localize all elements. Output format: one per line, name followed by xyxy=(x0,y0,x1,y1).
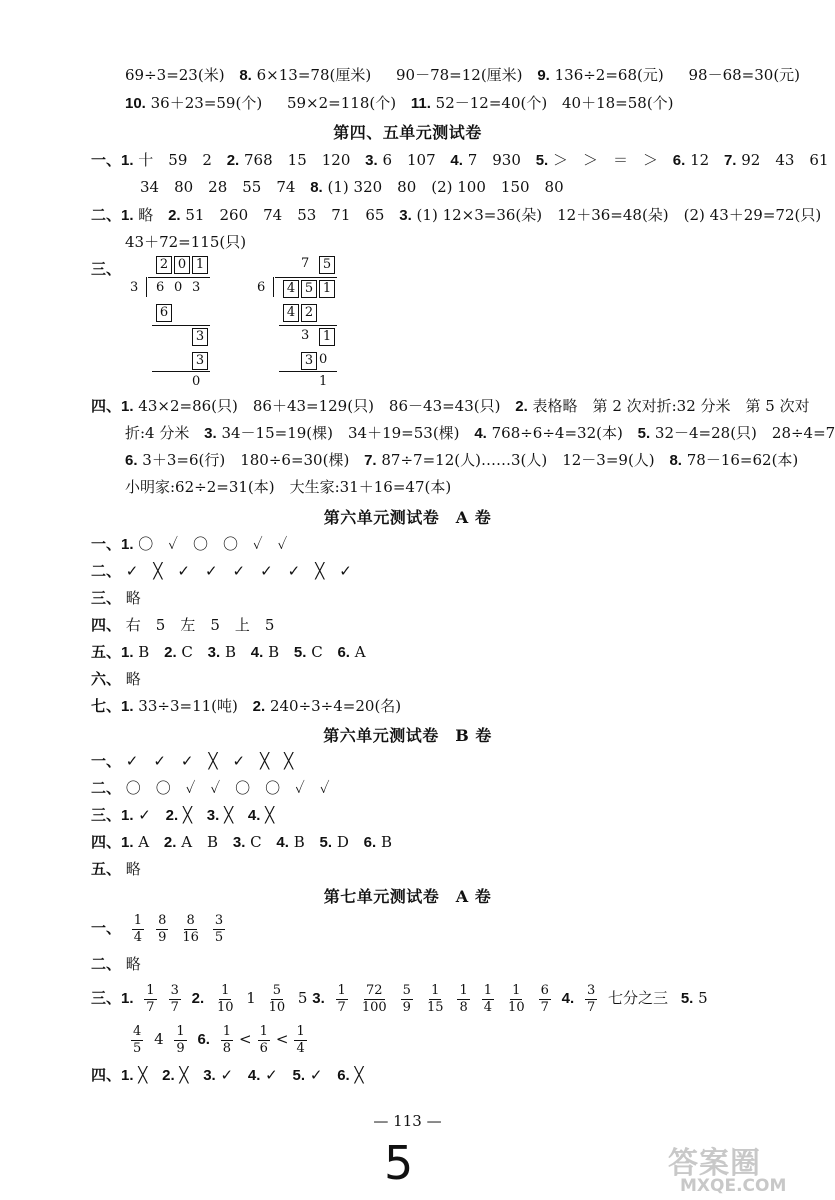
denominator: 9 xyxy=(402,999,411,1015)
dividend-digit: 5 xyxy=(301,280,317,298)
numerator: 1 xyxy=(176,1023,185,1039)
denominator: 10 xyxy=(508,999,525,1015)
numerator: 3 xyxy=(170,982,179,998)
s45-part-four-line-4: 小明家:62÷2=31(本) 大生家:31＋16=47(本) xyxy=(125,478,452,496)
product-digit: 3 xyxy=(301,352,317,370)
fraction xyxy=(174,1024,186,1057)
partial-digit: 3 xyxy=(301,328,310,343)
denominator: 100 xyxy=(361,999,387,1015)
fraction xyxy=(215,983,236,1016)
less-than-sign: < xyxy=(275,1030,289,1048)
long-division-2 xyxy=(245,256,355,389)
s45-part-one-line-1: 一、1. 十 59 2 2. 768 15 120 3. 6 107 4. 7 930 5. ＞ ＞ ＝ ＞ 6. 12 7. 92 43 61 xyxy=(91,151,829,169)
section-title-unit-6-b: 第六单元测试卷 B 卷 xyxy=(323,726,492,745)
s7a-q1-fractions xyxy=(138,982,187,1015)
numerator: 4 xyxy=(133,1023,142,1039)
fraction xyxy=(267,983,288,1016)
numerator: 1 xyxy=(221,982,230,998)
s6a-part-five: 五、1. B 2. C 3. B 4. B 5. C 6. A xyxy=(91,643,366,661)
divisor: 6 xyxy=(257,280,266,295)
section-title-unit-7-a: 第七单元测试卷 A 卷 xyxy=(323,887,492,906)
numerator: 5 xyxy=(402,982,411,998)
denominator: 15 xyxy=(426,999,444,1015)
answer-line-top-1: 69÷3=23(米) 8. 6×13=78(厘米) 90－78=12(厘米) 9. 136÷2=68(元) 98－68=30(元) xyxy=(125,66,801,84)
s7a-part-four: 四、1. ╳ 2. ╳ 3. ✓ 4. ✓ 5. ✓ 6. ╳ xyxy=(91,1066,364,1084)
subtraction-line xyxy=(279,371,337,372)
fraction xyxy=(585,983,597,1016)
denominator: 9 xyxy=(158,929,167,945)
watermark-logo: 答案圈 xyxy=(668,1146,761,1181)
less-than-sign: < xyxy=(239,1030,252,1048)
numerator: 72 xyxy=(365,982,383,998)
product-digit: 2 xyxy=(301,304,317,322)
fraction xyxy=(401,983,413,1016)
fraction xyxy=(156,913,168,946)
numerator: 1 xyxy=(459,982,468,998)
denominator: 8 xyxy=(222,1040,232,1056)
fraction xyxy=(294,1024,306,1057)
divisor: 3 xyxy=(130,280,139,295)
product-digit: 3 xyxy=(192,352,208,370)
denominator: 9 xyxy=(176,1040,185,1056)
s6a-part-three: 三、 略 xyxy=(91,589,141,607)
numerator: 1 xyxy=(483,982,493,998)
s6b-part-two: 二、 〇 〇 ✓ ✓ 〇 〇 ✓ ✓ xyxy=(91,779,330,797)
fraction xyxy=(506,983,527,1016)
denominator: 16 xyxy=(182,929,199,945)
denominator: 7 xyxy=(337,999,346,1015)
fraction xyxy=(169,983,181,1016)
denominator: 5 xyxy=(214,929,224,945)
quotient-digit: 7 xyxy=(301,256,310,271)
s45-part-two-line-1: 二、1. 略 2. 51 260 74 53 71 65 3. (1) 12×3=36(朵) 12＋36=48(朵) (2) 43＋29=72(只) xyxy=(91,206,822,224)
denominator: 4 xyxy=(133,929,143,945)
page-number: — 113 — xyxy=(373,1112,442,1130)
quotient-digit: 5 xyxy=(319,256,335,274)
s7a-part-one: 一、 $\frac{1}{4}$ $\frac{8}{9}$ $\frac{8}{16}$ $\frac{3}{5}$ xyxy=(91,910,231,947)
numerator: 1 xyxy=(259,1023,268,1039)
division-bracket xyxy=(273,277,274,297)
dividend-digit: 4 xyxy=(283,280,299,298)
s6a-part-six: 六、 略 xyxy=(91,670,141,688)
fraction xyxy=(258,1024,270,1057)
remainder: 1 xyxy=(319,374,328,389)
s45-part-three-label: 三、 xyxy=(91,261,122,278)
s7a-q3-fractions xyxy=(330,982,557,1015)
dividend-digit: 3 xyxy=(192,280,201,295)
watermark-url: MXQE.COM xyxy=(680,1176,787,1196)
s7a-q4-fraction xyxy=(579,982,603,1015)
s6b-part-four: 四、1. A 2. A B 3. C 4. B 5. D 6. B xyxy=(91,833,392,851)
dividend-digit: 0 xyxy=(174,280,183,295)
s6a-part-four: 四、 右 5 左 5 上 5 xyxy=(91,616,275,634)
numerator: 1 xyxy=(146,982,155,998)
s45-part-four-line-2: 折:4 分米 3. 34－15=19(棵) 34＋19=53(棵) 4. 768÷6÷4=32(本) 5. 32－4=28(只) 28÷4=7 xyxy=(125,424,835,442)
numerator: 3 xyxy=(586,982,596,998)
fraction xyxy=(221,1024,233,1057)
fraction xyxy=(336,983,348,1016)
fraction xyxy=(131,1024,143,1057)
s45-part-four-line-1: 四、1. 43×2=86(只) 86＋43=129(只) 86－43=43(只) 2. 表格略 第 2 次对折:32 分米 第 5 次对 xyxy=(91,397,810,415)
s6b-part-three: 三、1. ✓ 2. ╳ 3. ╳ 4. ╳ xyxy=(91,806,275,824)
product-digit: 4 xyxy=(283,304,299,322)
section-title-unit-6-a: 第六单元测试卷 A 卷 xyxy=(323,508,492,527)
numerator: 1 xyxy=(337,982,346,998)
section-title-unit-4-5: 第四、五单元测试卷 xyxy=(333,123,482,142)
product-digit: 0 xyxy=(319,352,328,367)
fraction xyxy=(539,983,551,1016)
fraction xyxy=(457,983,469,1016)
dividend-digit: 6 xyxy=(156,280,165,295)
subtraction-line xyxy=(279,325,337,326)
quotient-digit: 1 xyxy=(192,256,208,274)
quotient-digit: 0 xyxy=(174,256,190,274)
partial-digit: 3 xyxy=(192,328,208,346)
numerator: 6 xyxy=(540,982,549,998)
numerator: 1 xyxy=(512,982,521,998)
s7a-part-three-line-1: 三、1. $\frac{1}{7}$ $\frac{3}{7}$ 2. $\frac{1}{10}$ 1 $\frac{5}{10}$ 5 3. $\frac{1}{7}$ $\frac{72}{100}$ $\frac{5}{9}$ $\frac{1}{15}$ $\frac{1}{8}$ $\frac{1}{4}$ $\frac{1}{10}$ $\frac{6}{7}$ 4. $\frac{3}{7}$ 七分之三 5. 5 xyxy=(91,982,708,1015)
s7a-part-two: 二、 略 xyxy=(91,955,141,973)
numerator: 5 xyxy=(272,982,281,998)
denominator: 6 xyxy=(259,1040,268,1056)
remainder: 0 xyxy=(192,374,201,389)
denominator: 7 xyxy=(170,999,179,1015)
denominator: 8 xyxy=(459,999,468,1015)
s45-part-four-line-3: 6. 3＋3=6(行) 180÷6=30(棵) 7. 87÷7=12(人)……3(人) 12－3=9(人) 8. 78－16=62(本) xyxy=(125,451,799,469)
division-bar xyxy=(275,277,337,278)
denominator: 4 xyxy=(296,1040,305,1056)
partial-digit: 1 xyxy=(319,328,335,346)
numerator: 1 xyxy=(222,1023,232,1039)
division-bar xyxy=(148,277,210,278)
answer-line-top-2: 10. 36＋23=59(个) 59×2=118(个) 11. 52－12=40(个) 40＋18=58(个) xyxy=(125,94,674,112)
numerator: 8 xyxy=(186,912,195,928)
denominator: 7 xyxy=(586,999,596,1015)
handwritten-mark: 5 xyxy=(384,1136,414,1190)
s7a-q5-fraction-b xyxy=(168,1023,192,1056)
s6a-part-seven: 七、1. 33÷3=11(吨) 2. 240÷3÷4=20(名) xyxy=(91,697,402,715)
denominator: 10 xyxy=(216,999,234,1015)
s7a-q2-fraction-a xyxy=(209,982,242,1015)
fraction xyxy=(132,913,144,946)
numerator: 1 xyxy=(133,912,143,928)
subtraction-line xyxy=(152,371,210,372)
s7a-q5-fraction-a xyxy=(125,1023,149,1056)
quotient-digit: 2 xyxy=(156,256,172,274)
s7a-q2-fraction-b xyxy=(261,982,294,1015)
s45-part-one-line-2: 34 80 28 55 74 8. (1) 320 80 (2) 100 150 80 xyxy=(140,178,564,196)
fraction xyxy=(144,983,156,1016)
dividend-digit: 1 xyxy=(319,280,335,298)
s45-part-two-line-2: 43＋72=115(只) xyxy=(125,233,247,251)
fraction xyxy=(482,983,494,1016)
numerator: 1 xyxy=(431,982,440,998)
fraction xyxy=(360,983,389,1016)
division-bracket xyxy=(146,277,147,297)
denominator: 5 xyxy=(133,1040,142,1056)
product-digit: 6 xyxy=(156,304,172,322)
fraction xyxy=(425,983,446,1016)
fraction xyxy=(213,913,225,946)
denominator: 4 xyxy=(483,999,493,1015)
numerator: 3 xyxy=(214,912,224,928)
denominator: 7 xyxy=(540,999,549,1015)
s6a-part-one: 一、1. 〇 ✓ 〇 〇 ✓ ✓ xyxy=(91,535,288,553)
s6a-part-two: 二、 ✓ ╳ ✓ ✓ ✓ ✓ ✓ ╳ ✓ xyxy=(91,562,352,580)
fraction xyxy=(180,913,201,946)
s6b-part-one: 一、 ✓ ✓ ✓ ╳ ✓ ╳ ╳ xyxy=(91,752,294,770)
denominator: 10 xyxy=(268,999,286,1015)
numerator: 8 xyxy=(158,912,167,928)
subtraction-line xyxy=(152,325,210,326)
s6b-part-five: 五、 略 xyxy=(91,860,141,878)
long-division-1 xyxy=(118,256,228,389)
numerator: 1 xyxy=(296,1023,305,1039)
denominator: 7 xyxy=(146,999,155,1015)
s7a-part-three-line-2: $\frac{4}{5}$ 4 $\frac{1}{9}$ 6. $\frac{1}{8}$ < $\frac{1}{6}$ < $\frac{1}{4}$ xyxy=(125,1021,313,1058)
